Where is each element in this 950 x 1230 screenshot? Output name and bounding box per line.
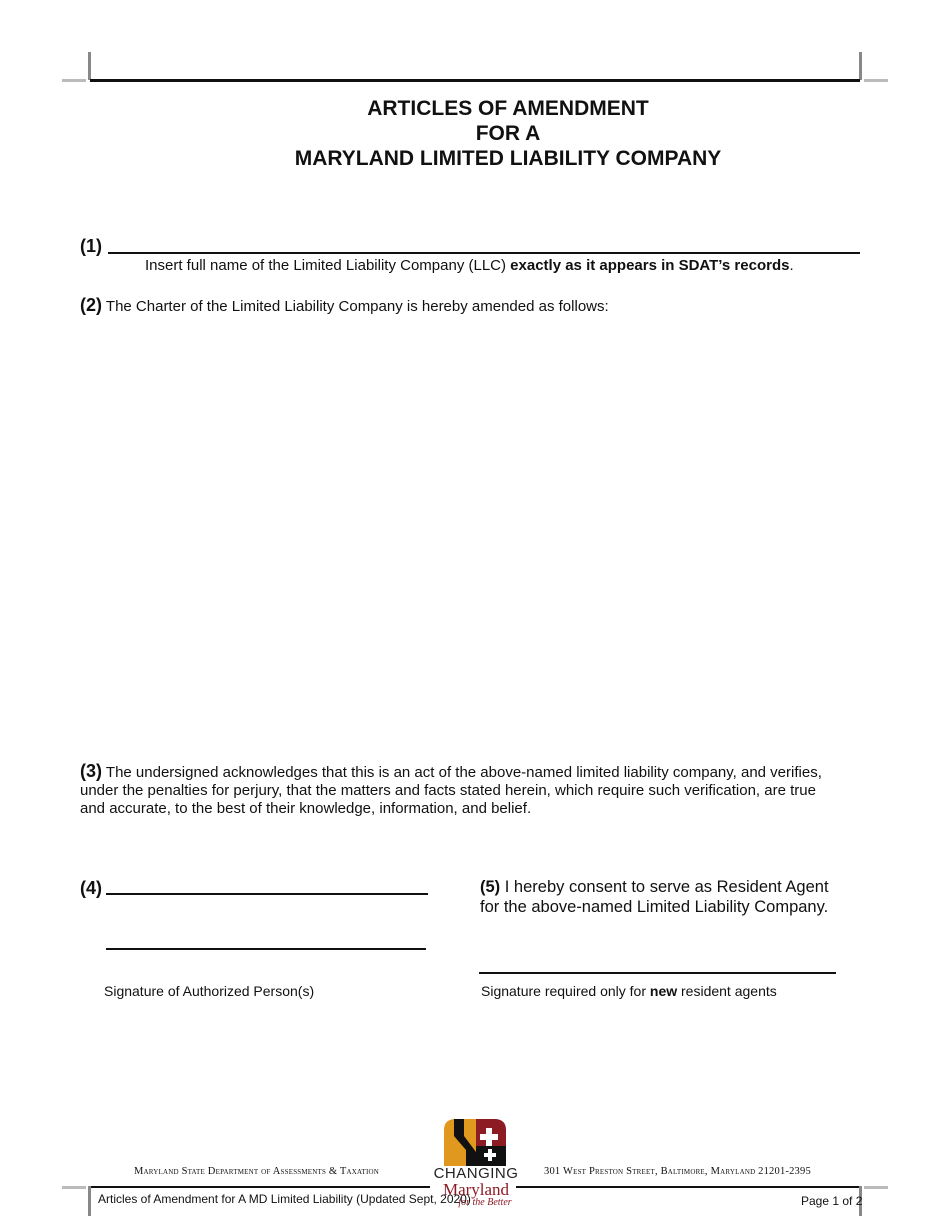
section-4-number: (4) [80, 878, 102, 898]
top-right-corner-mark [859, 52, 862, 80]
top-right-corner-tick [864, 79, 888, 82]
llc-name-caption-period: . [789, 257, 794, 274]
bottom-left-corner-mark [88, 1186, 91, 1216]
amendment-text-area[interactable] [80, 322, 860, 752]
logo-word-changing: CHANGING [433, 1165, 519, 1182]
section-5-text-1: I hereby consent to serve as Resident Agent [504, 878, 829, 896]
bottom-left-corner-tick [62, 1186, 86, 1189]
llc-name-caption-emphasis: exactly as it appears in SDAT’s records [510, 257, 790, 274]
section-2 [80, 296, 609, 316]
section-5-number: (5) [480, 878, 501, 896]
resident-agent-caption-post: resident agents [681, 983, 777, 999]
section-1-number: (1) [80, 236, 102, 256]
section-2-number: (2) [80, 295, 102, 315]
section-5-text-2: for the above-named Limited Liability Company. [480, 898, 829, 916]
section-3-line-1 [80, 762, 870, 782]
section-3-text-2: under the penalties for perjury, that the matters and facts stated herein, which require such verification, are true [80, 782, 816, 799]
authorized-person-signature-line-2[interactable] [106, 948, 426, 950]
maryland-flag-icon [430, 1116, 522, 1166]
page-title-line-1: ARTICLES OF AMENDMENT [367, 97, 649, 120]
llc-name-field[interactable] [108, 252, 860, 254]
footer-department: Maryland State Department of Assessments & Taxation [134, 1166, 380, 1177]
resident-agent-caption [481, 983, 777, 999]
section-3 [80, 762, 870, 818]
bottom-rule-right [516, 1186, 860, 1188]
bottom-rule-left [90, 1186, 430, 1188]
bottom-right-corner-tick [864, 1186, 888, 1189]
section-3-number: (3) [80, 761, 102, 781]
authorized-person-caption: Signature of Authorized Person(s) [104, 983, 315, 999]
top-left-corner-tick [62, 79, 86, 82]
top-left-corner-mark [88, 52, 91, 80]
footer-form-name: Articles of Amendment for A MD Limited Liability (Updated Sept, 2020) [98, 1192, 471, 1206]
resident-agent-caption-bold: new [649, 983, 678, 999]
llc-name-caption [145, 257, 794, 275]
section-2-text: The Charter of the Limited Liability Company is hereby amended as follows: [105, 298, 609, 315]
logo-word-better: for the Better [458, 1197, 512, 1208]
section-3-text-3: and accurate, to the best of their knowledge, information, and belief. [80, 800, 532, 817]
section-3-text-1: The undersigned acknowledges that this is an act of the above-named limited liability company, and verifies, [105, 764, 822, 781]
top-rule [90, 79, 860, 82]
page-title-line-3: MARYLAND LIMITED LIABILITY COMPANY [294, 147, 722, 170]
llc-name-caption-text: Insert full name of the Limited Liability Company (LLC) [145, 257, 506, 274]
logo-word-maryland: Maryland [442, 1180, 510, 1199]
resident-agent-caption-pre: Signature required only for [481, 983, 646, 999]
footer-address: 301 West Preston Street, Baltimore, Maryland 21201-2395 [544, 1166, 811, 1177]
section-5 [480, 877, 829, 917]
section-5-line-1 [480, 877, 829, 897]
authorized-person-signature-line-1[interactable] [106, 893, 428, 895]
footer-page-number: Page 1 of 2 [801, 1194, 863, 1208]
resident-agent-signature-line[interactable] [479, 972, 836, 974]
page-title-line-2: FOR A [475, 122, 541, 145]
